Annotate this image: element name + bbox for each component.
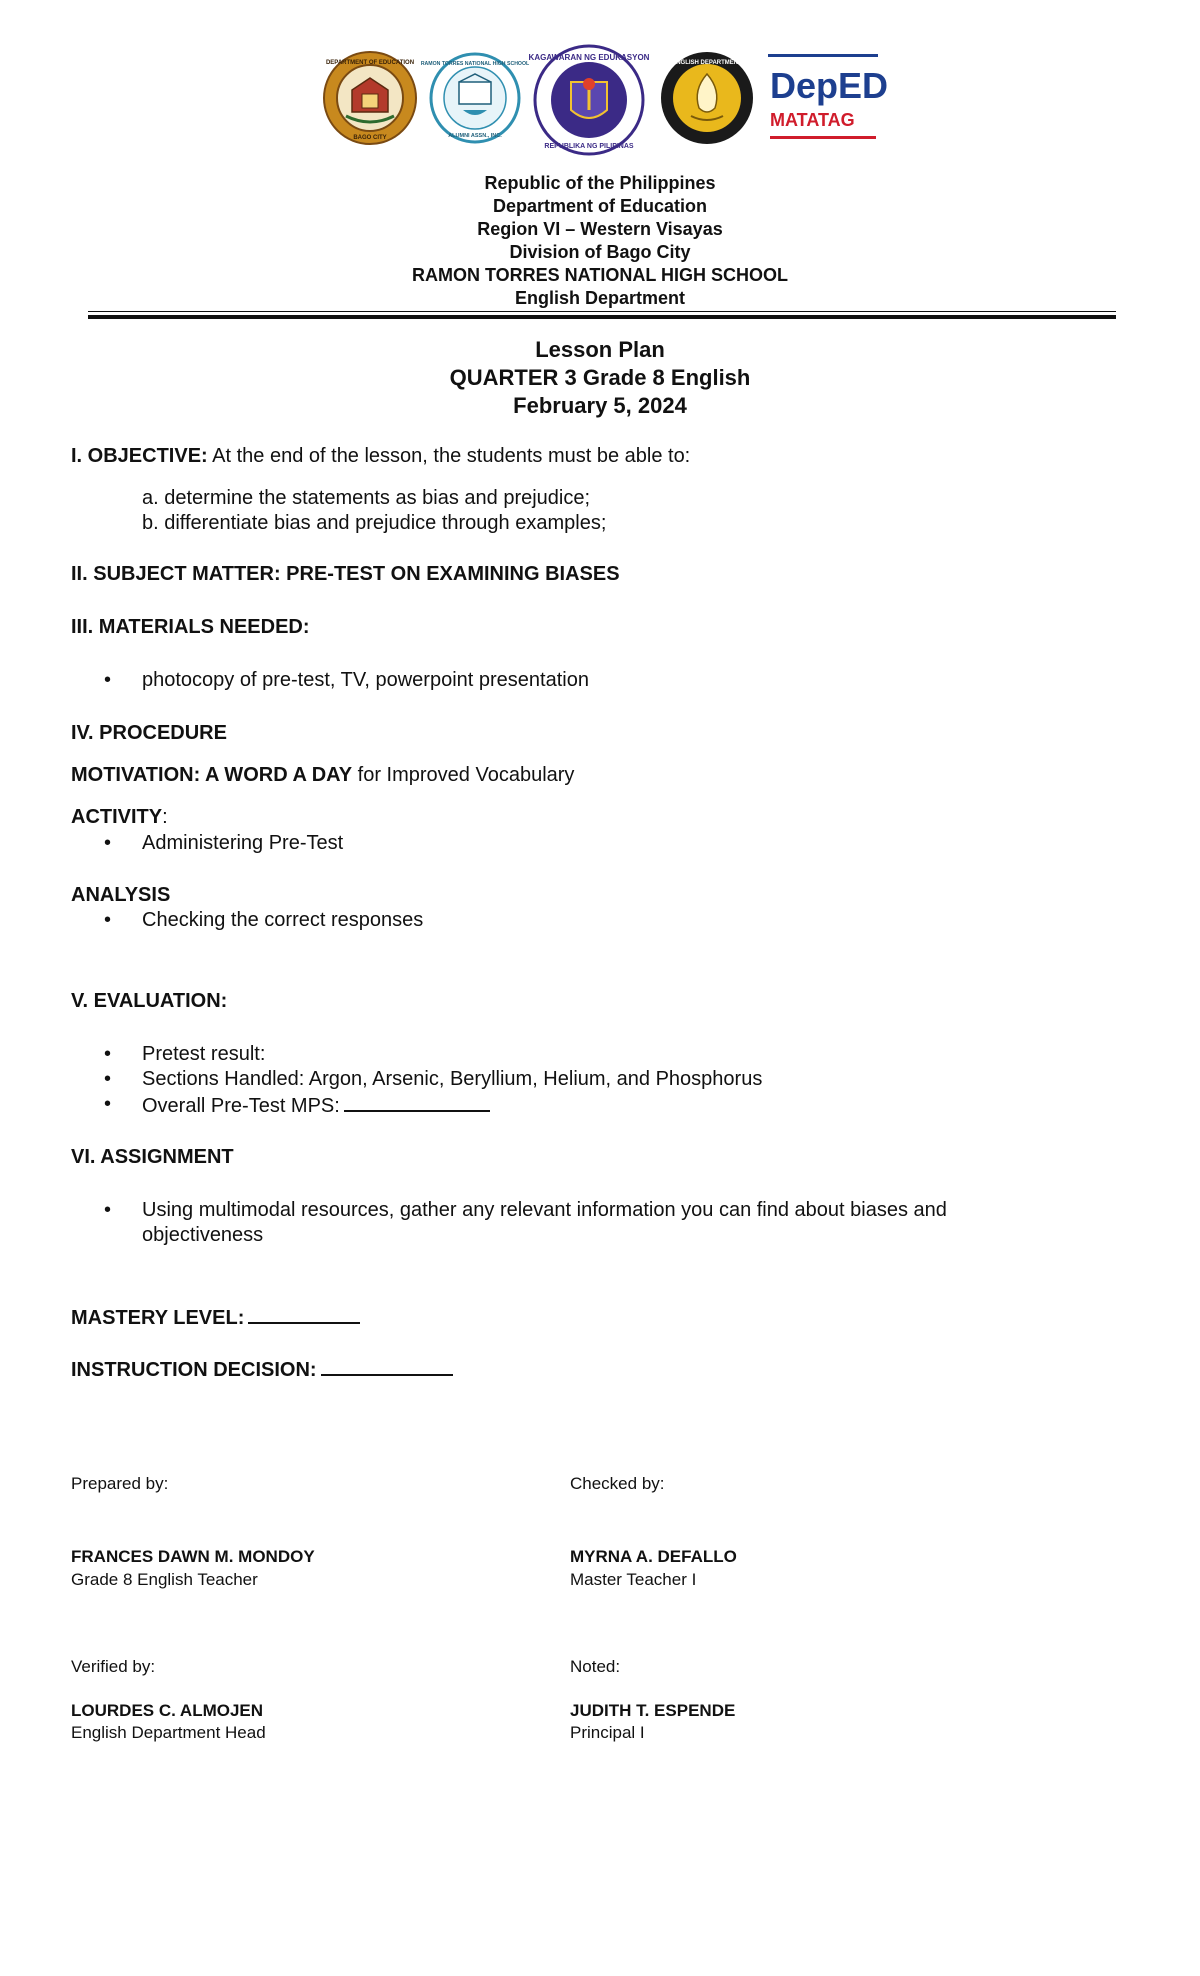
motivation-label: MOTIVATION: A WORD A DAY [71, 764, 353, 786]
prepared-by-title: Grade 8 English Teacher [71, 1570, 258, 1589]
assignment-item-line2: objectiveness [142, 1224, 264, 1246]
analysis-item: Checking the correct responses [142, 909, 424, 931]
deped-seal-bottom-text: REPUBLIKA NG PILIPINAS [544, 143, 634, 150]
header-rule-thin [88, 311, 1116, 312]
rtnhs-seal-ring-text: RAMON TORRES NATIONAL HIGH SCHOOL [420, 61, 530, 67]
mps-label: Overall Pre-Test MPS: [142, 1095, 340, 1117]
objective-line [71, 444, 690, 469]
activity-label: ACTIVITY [71, 806, 163, 828]
mastery-level-label: MASTERY LEVEL: [71, 1307, 245, 1329]
assignment-label-line [71, 1145, 234, 1170]
noted-by-name: JUDITH T. ESPENDE [570, 1701, 736, 1720]
english-seal-ring-text: ENGLISH DEPARTMENT [672, 60, 742, 66]
bago-city-seal-logo [322, 50, 418, 146]
deped-matatag-logo [768, 54, 889, 150]
instruction-decision-blank-field[interactable] [321, 1356, 453, 1376]
english-department-seal-logo [659, 50, 755, 146]
objective-label: I. OBJECTIVE: [71, 445, 208, 467]
header-school: RAMON TORRES NATIONAL HIGH SCHOOL [411, 265, 788, 285]
logo-row [322, 50, 889, 155]
bullet-icon: • [104, 1068, 112, 1090]
assignment-label-roman: VI [71, 1146, 90, 1168]
activity-line [71, 805, 168, 830]
objective-item-a: a. determine the statements as bias and prejudice; [142, 487, 591, 509]
procedure-label: IV. PROCEDURE [71, 722, 227, 744]
rtnhs-seal-bottom-text: ALUMNI ASSN., INC. [448, 133, 502, 139]
bago-seal-ring-text: DEPARTMENT OF EDUCATION [325, 60, 415, 66]
bullet-icon: • [104, 832, 112, 854]
activity-colon: : [162, 806, 168, 828]
matatag-tagline-text: MATATAG [770, 110, 855, 130]
activity-item: Administering Pre-Test [142, 832, 344, 854]
deped-kagawaran-seal-logo [530, 44, 648, 156]
instruction-decision-label: INSTRUCTION DECISION: [71, 1359, 317, 1381]
bago-seal-bottom-text: BAGO CITY [353, 135, 387, 141]
evaluation-item-sections: Sections Handled: Argon, Arsenic, Beryllium, Helium, and Phosphorus [142, 1068, 763, 1090]
assignment-label: . ASSIGNMENT [89, 1146, 234, 1168]
noted-by-title: Principal I [570, 1723, 645, 1742]
mastery-level-blank-field[interactable] [248, 1304, 360, 1324]
deped-brand-text: DepED [770, 65, 889, 106]
mastery-level-line [71, 1304, 360, 1331]
verified-by-label: Verified by: [71, 1657, 156, 1676]
noted-by-label: Noted: [570, 1657, 621, 1676]
objective-item-b: b. differentiate bias and prejudice through examples; [142, 512, 607, 534]
instruction-decision-line [71, 1356, 453, 1383]
motivation-line [71, 763, 574, 788]
checked-by-title: Master Teacher I [570, 1570, 697, 1589]
doc-title: Lesson Plan [535, 337, 665, 362]
bullet-icon: • [104, 1043, 112, 1065]
header-rule-thick [88, 315, 1116, 319]
evaluation-label: V. EVALUATION: [71, 990, 228, 1012]
deped-seal-ring-text: KAGAWARAN NG EDUKASYON [528, 53, 650, 62]
bullet-icon: • [104, 909, 112, 931]
analysis-label: ANALYSIS [71, 884, 171, 906]
prepared-by-label: Prepared by: [71, 1474, 169, 1493]
prepared-by-name: FRANCES DAWN M. MONDOY [71, 1547, 315, 1566]
evaluation-item-pretest: Pretest result: [142, 1043, 266, 1065]
header-region: Region VI – Western Visayas [477, 219, 723, 239]
objective-text: At the end of the lesson, the students must be able to: [207, 445, 691, 467]
bullet-icon: • [104, 1199, 112, 1221]
doc-subtitle: QUARTER 3 Grade 8 English [449, 365, 751, 390]
verified-by-title: English Department Head [71, 1723, 266, 1742]
header-english-department: English Department [514, 288, 686, 308]
header-division: Division of Bago City [509, 242, 691, 262]
materials-item: photocopy of pre-test, TV, powerpoint presentation [142, 669, 589, 691]
checked-by-name: MYRNA A. DEFALLO [570, 1547, 737, 1566]
materials-label: III. MATERIALS NEEDED: [71, 616, 310, 638]
checked-by-label: Checked by: [570, 1474, 665, 1493]
evaluation-item-mps [142, 1092, 490, 1119]
header-department: Department of Education [492, 196, 707, 216]
rtnhs-alumni-seal-logo [420, 50, 530, 146]
header-republic: Republic of the Philippines [484, 173, 716, 193]
assignment-item-line1: Using multimodal resources, gather any relevant information you can find about biases and [142, 1199, 947, 1221]
bullet-icon: • [104, 1093, 112, 1115]
bullet-icon: • [104, 669, 112, 691]
subject-matter: II. SUBJECT MATTER: PRE-TEST ON EXAMINING BIASES [71, 563, 620, 585]
verified-by-name: LOURDES C. ALMOJEN [71, 1701, 264, 1720]
mps-blank-field[interactable] [344, 1092, 490, 1112]
doc-date: February 5, 2024 [513, 393, 687, 418]
motivation-text: for Improved Vocabulary [352, 764, 575, 786]
